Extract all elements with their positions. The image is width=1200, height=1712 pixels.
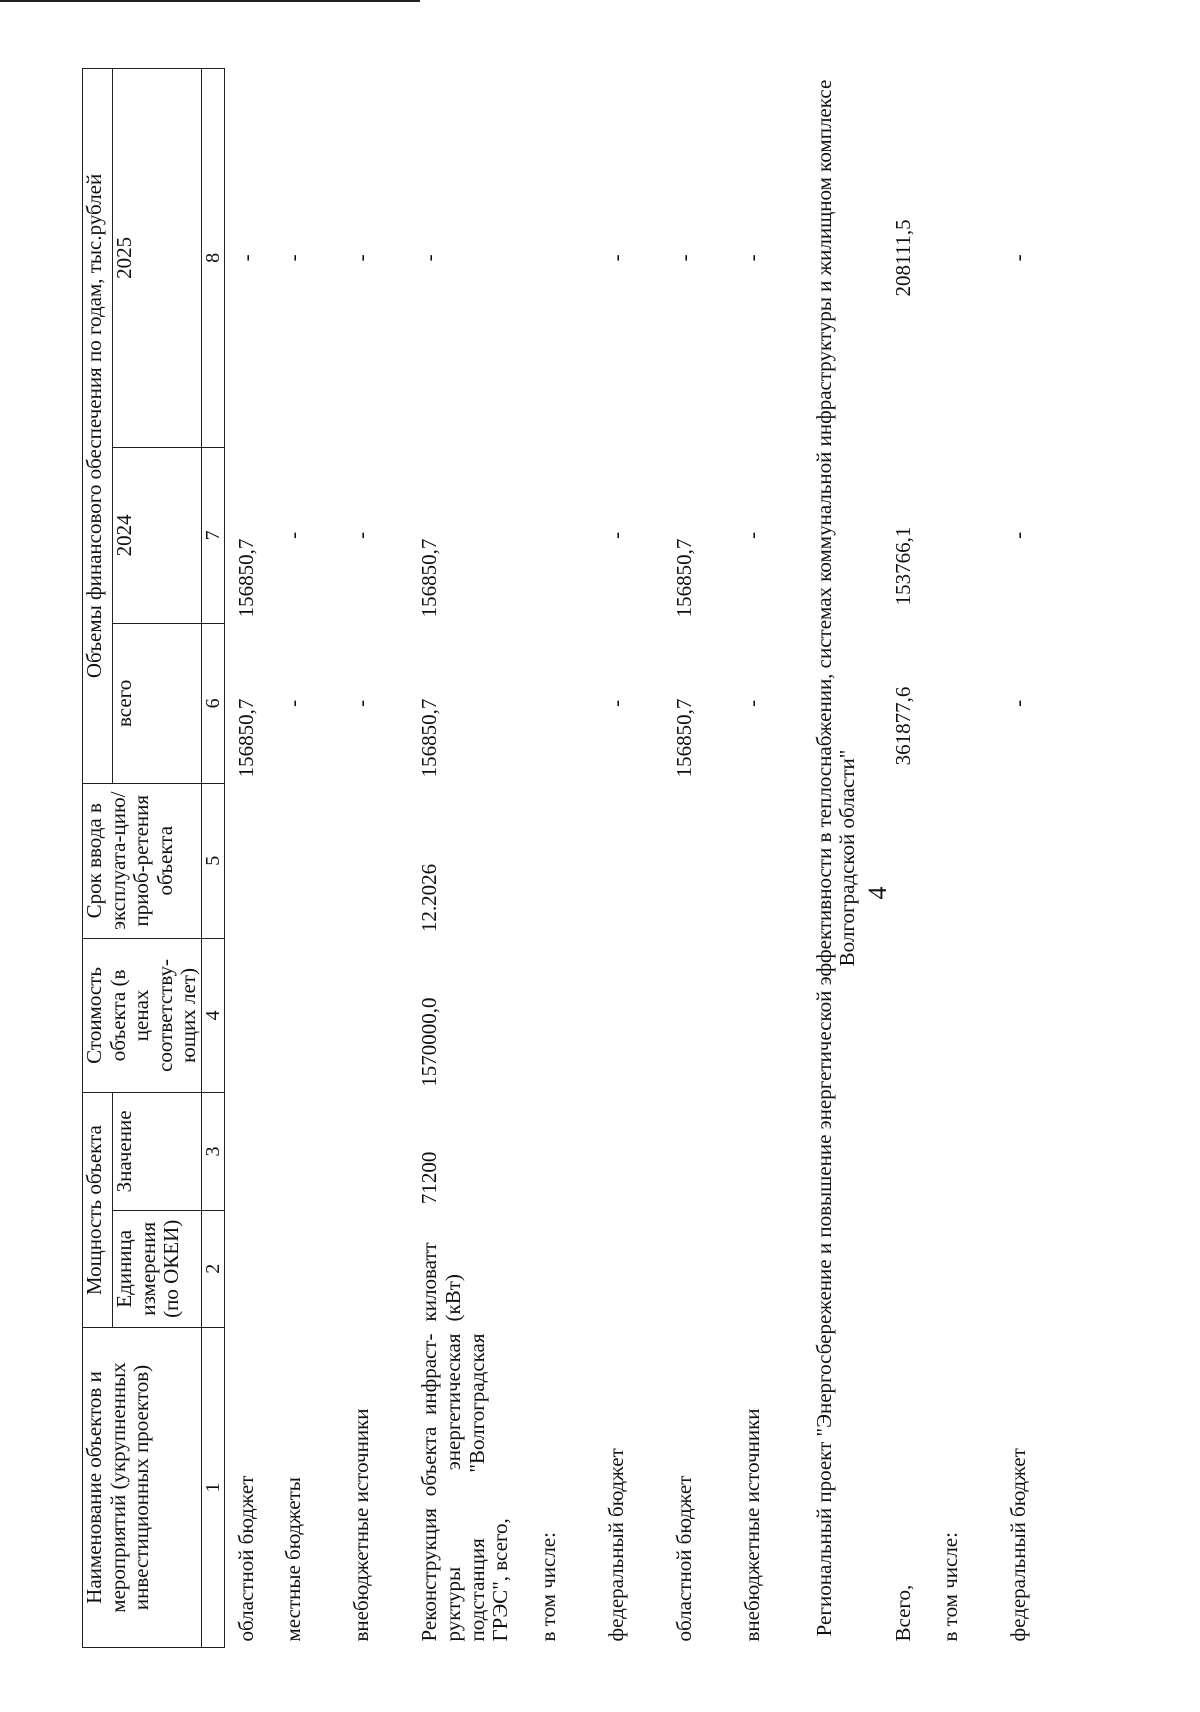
cell-2025: - — [1006, 254, 1031, 262]
cell-cost — [723, 938, 791, 1093]
financing-table — [82, 68, 1057, 1648]
cell-unit — [655, 1210, 723, 1327]
cell-date — [723, 783, 791, 938]
cell-cost — [264, 938, 332, 1093]
cell-date — [224, 783, 264, 938]
cell-date — [874, 783, 922, 938]
cell-total: 156850,7 — [233, 698, 258, 778]
cell-value — [874, 1093, 922, 1210]
cell-cost — [587, 938, 655, 1093]
cell-2025: - — [603, 254, 628, 262]
cell-value — [519, 1093, 587, 1210]
cell-total: 361877,6 — [890, 686, 915, 766]
column-number: 6 — [201, 623, 224, 783]
table-row — [400, 69, 518, 1648]
cell-date — [264, 783, 332, 938]
cell-total: - — [603, 699, 628, 707]
cell-unit — [332, 1210, 400, 1327]
row-name: внебюджетные источники — [349, 1408, 374, 1642]
cell-2025: - — [349, 254, 374, 262]
header-power-group: Мощность объекта — [83, 1093, 113, 1328]
cell-2025: - — [671, 254, 696, 262]
cell-cost — [224, 938, 264, 1093]
cell-2024: 156850,7 — [671, 538, 696, 618]
cell-total: 156850,7 — [417, 698, 442, 778]
header-cost: Стоимость объекта (в ценах соответству-ющих лет) — [83, 938, 202, 1093]
table-row — [224, 69, 264, 1648]
column-number: 2 — [201, 1210, 224, 1327]
financing-table-container — [82, 68, 1082, 1648]
cell-2025: - — [739, 254, 764, 262]
cell-cost — [989, 938, 1057, 1093]
cell-total — [921, 623, 989, 783]
table-row — [519, 69, 587, 1648]
cell-cost — [874, 938, 922, 1093]
cell-2024: - — [603, 531, 628, 539]
row-name: внебюджетные источники — [739, 1408, 764, 1642]
header-finance-group: Объемы финансового обеспечения по годам, тыс.рублей — [83, 69, 113, 784]
cell-total: 156850,7 — [671, 698, 696, 778]
table-row — [655, 69, 723, 1648]
cell-total: - — [1006, 699, 1031, 707]
row-name: областной бюджет — [671, 1475, 696, 1642]
row-name: в том числе: — [535, 1532, 560, 1642]
row-name: федеральный бюджет — [603, 1448, 628, 1642]
cell-value — [723, 1093, 791, 1210]
cell-value — [224, 1093, 264, 1210]
cell-2024: - — [281, 531, 306, 539]
row-name: федеральный бюджет — [1006, 1448, 1031, 1642]
cell-date — [332, 783, 400, 938]
cell-date: 12.2026 — [417, 863, 442, 933]
cell-2024: 156850,7 — [417, 538, 442, 618]
cell-unit: киловатт (кВт) — [417, 1242, 465, 1322]
cell-cost — [519, 938, 587, 1093]
table-row — [723, 69, 791, 1648]
page-number: 4 — [863, 886, 892, 900]
cell-date — [587, 783, 655, 938]
column-number: 8 — [201, 69, 224, 448]
cell-2025: 208111,5 — [890, 219, 915, 297]
cell-value — [989, 1093, 1057, 1210]
cell-cost — [332, 938, 400, 1093]
header-commissioning-date: Срок ввода в эксплуата-цию/приоб-ретения объекта — [83, 783, 202, 938]
cell-value: 71200 — [417, 1151, 442, 1205]
cell-unit — [224, 1210, 264, 1327]
cell-2024: - — [739, 531, 764, 539]
cell-date — [655, 783, 723, 938]
section-title: Региональный проект "Энергосбережение и повышение энергетической эффективности в теплоснабжении, системах коммунальной инфраструктуры и жилищном комплексе Волгоградской области" — [811, 79, 860, 1637]
cell-2025: - — [417, 254, 442, 262]
cell-value — [921, 1093, 989, 1210]
table-row — [874, 69, 922, 1648]
section-header-row — [791, 69, 874, 1648]
column-number: 3 — [201, 1093, 224, 1210]
scan-edge-line — [0, 0, 420, 2]
cell-cost — [921, 938, 989, 1093]
header-name: Наименование объектов и мероприятий (укрупненных инвестиционных проектов) — [83, 1327, 202, 1647]
cell-2025 — [921, 69, 989, 448]
cell-unit — [921, 1210, 989, 1327]
cell-unit — [264, 1210, 332, 1327]
row-name: Всего, — [890, 1584, 915, 1642]
cell-unit — [587, 1210, 655, 1327]
table-row — [332, 69, 400, 1648]
cell-unit — [723, 1210, 791, 1327]
cell-2024 — [519, 447, 587, 623]
cell-2025: - — [233, 254, 258, 262]
table-row — [264, 69, 332, 1648]
cell-2024: 153766,1 — [890, 526, 915, 606]
cell-total — [519, 623, 587, 783]
column-number: 5 — [201, 783, 224, 938]
header-year-2025: 2025 — [113, 69, 201, 448]
cell-total: - — [281, 699, 306, 707]
cell-total: - — [349, 699, 374, 707]
cell-value — [587, 1093, 655, 1210]
row-name: местные бюджеты — [281, 1477, 306, 1642]
row-name: в том числе: — [938, 1532, 963, 1642]
cell-date — [989, 783, 1057, 938]
cell-date — [519, 783, 587, 938]
cell-cost: 1570000,0 — [417, 997, 442, 1087]
table-row — [989, 69, 1057, 1648]
cell-unit — [874, 1210, 922, 1327]
row-name: областной бюджет — [233, 1475, 258, 1642]
cell-2025: - — [281, 254, 306, 262]
cell-cost — [655, 938, 723, 1093]
cell-2025 — [519, 69, 587, 448]
cell-date — [921, 783, 989, 938]
header-total: всего — [113, 623, 201, 783]
cell-unit — [519, 1210, 587, 1327]
cell-2024 — [921, 447, 989, 623]
row-name: Реконструкция объекта инфраст-руктуры энергетическая подстанция "Волгоградская ГРЭС", всего, — [417, 1333, 513, 1642]
cell-2024: - — [1006, 531, 1031, 539]
cell-2024: - — [349, 531, 374, 539]
cell-value — [655, 1093, 723, 1210]
cell-total: - — [739, 699, 764, 707]
table-row — [921, 69, 989, 1648]
header-year-2024: 2024 — [113, 447, 201, 623]
header-unit: Единица измерения (по ОКЕИ) — [113, 1210, 201, 1327]
cell-unit — [989, 1210, 1057, 1327]
table-row — [587, 69, 655, 1648]
header-value: Значение — [113, 1093, 201, 1210]
cell-value — [264, 1093, 332, 1210]
cell-2024: 156850,7 — [233, 538, 258, 618]
column-number: 7 — [201, 447, 224, 623]
column-number: 4 — [201, 938, 224, 1093]
cell-value — [332, 1093, 400, 1210]
column-number: 1 — [201, 1327, 224, 1647]
